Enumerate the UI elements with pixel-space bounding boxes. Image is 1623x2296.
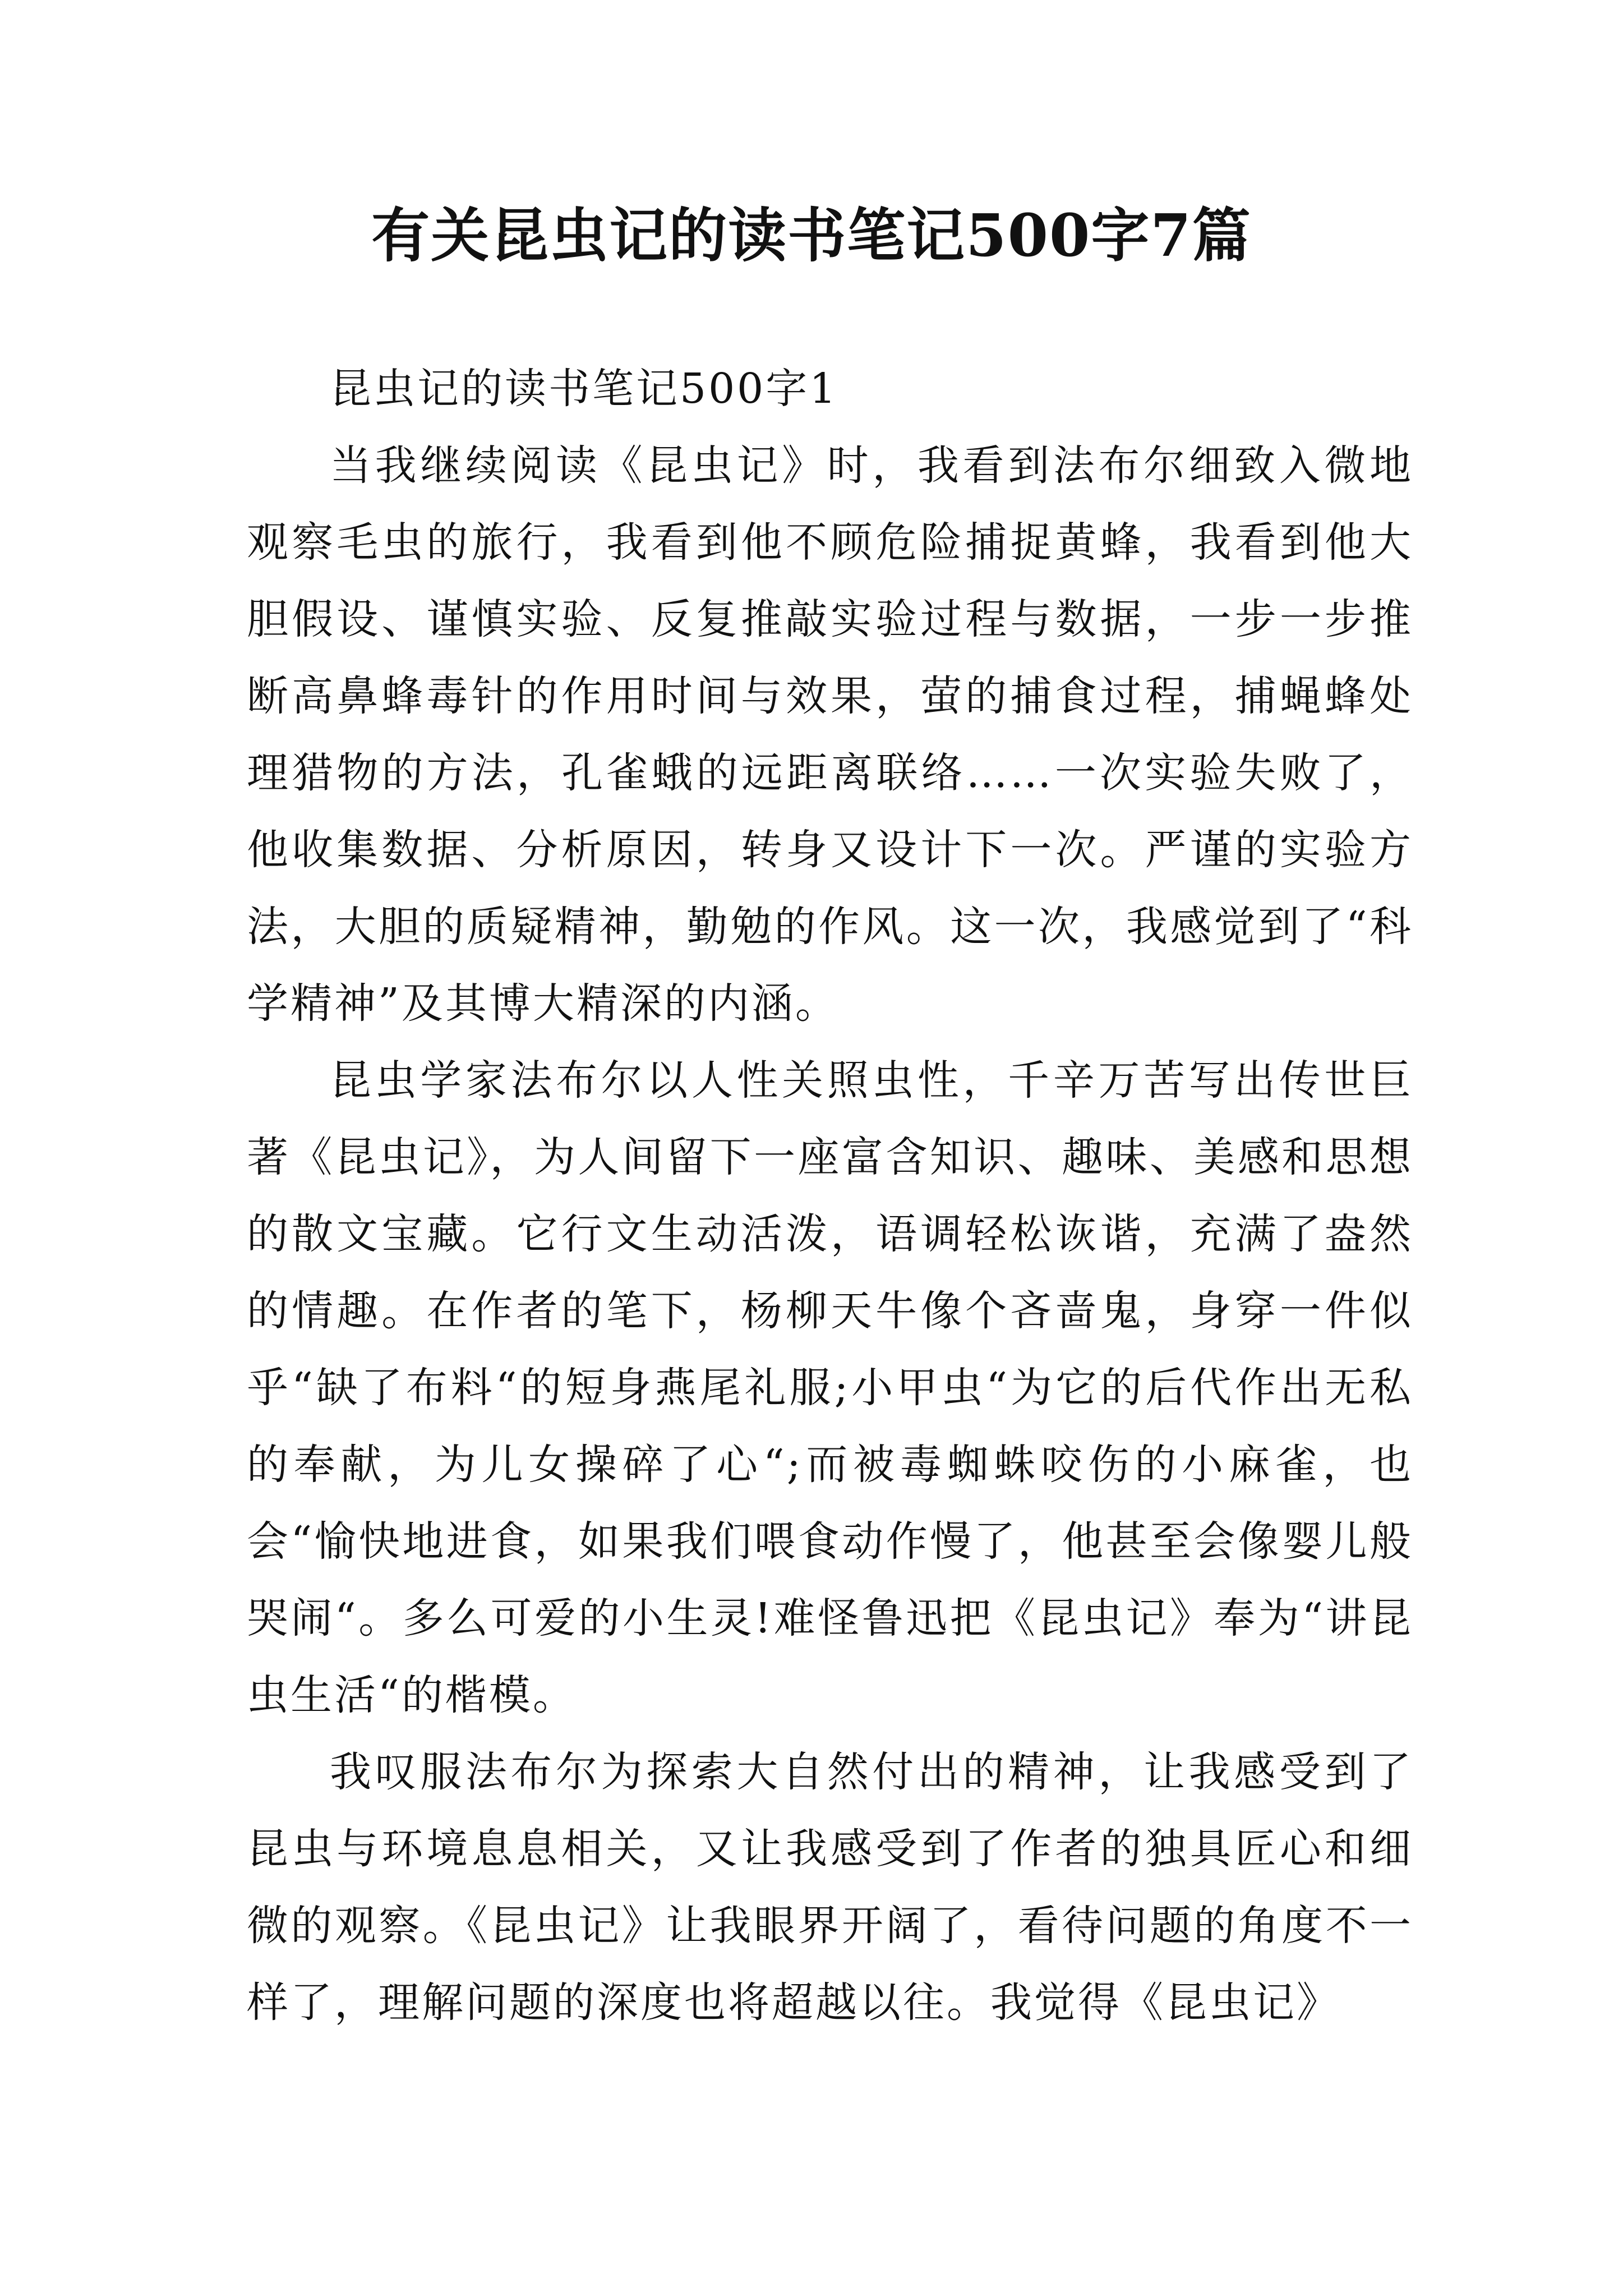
section-heading: 昆虫记的读书笔记500字1 [330, 365, 838, 413]
document-title: 有关昆虫记的读书笔记500字7篇 [371, 201, 1252, 270]
paragraph: 我叹服法布尔为探索大自然付出的精神，让我感受到了昆虫与环境息息相关，又让我感受到了作者的独具匠心和细微的观察。《昆虫记》让我眼界开阔了，看待问题的角度不一样了，理解问题的深度也将超越以往。我觉得《昆虫记》 [247, 1748, 1413, 2027]
paragraph: 当我继续阅读《昆虫记》时，我看到法布尔细致入微地观察毛虫的旅行，我看到他不顾危险捕捉黄蜂，我看到他大胆假设、谨慎实验、反复推敲实验过程与数据，一步一步推断高鼻蜂毒针的作用时间与效果，萤的捕食过程，捕蝇蜂处理猎物的方法，孔雀蛾的远距离联络……一次实验失败了，他收集数据、分析原因，转身又设计下一次。严谨的实验方法，大胆的质疑精神，勤勉的作风。这一次，我感觉到了“科学精神”及其博大精深的内涵。 [247, 441, 1413, 1028]
paragraph: 昆虫学家法布尔以人性关照虫性，千辛万苦写出传世巨著《昆虫记》，为人间留下一座富含知识、趣味、美感和思想的散文宝藏。它行文生动活泼，语调轻松诙谐，充满了盎然的情趣。在作者的笔下，杨柳天牛像个吝啬鬼，身穿一件似乎“缺了布料“的短身燕尾礼服;小甲虫“为它的后代作出无私的奉献，为儿女操碎了心“;而被毒蜘蛛咬伤的小麻雀，也会“愉快地进食，如果我们喂食动作慢了，他甚至会像婴儿般哭闹“。多么可爱的小生灵!难怪鲁迅把《昆虫记》奉为“讲昆虫生活“的楷模。 [247, 1056, 1413, 1719]
document-body [247, 351, 1413, 2041]
